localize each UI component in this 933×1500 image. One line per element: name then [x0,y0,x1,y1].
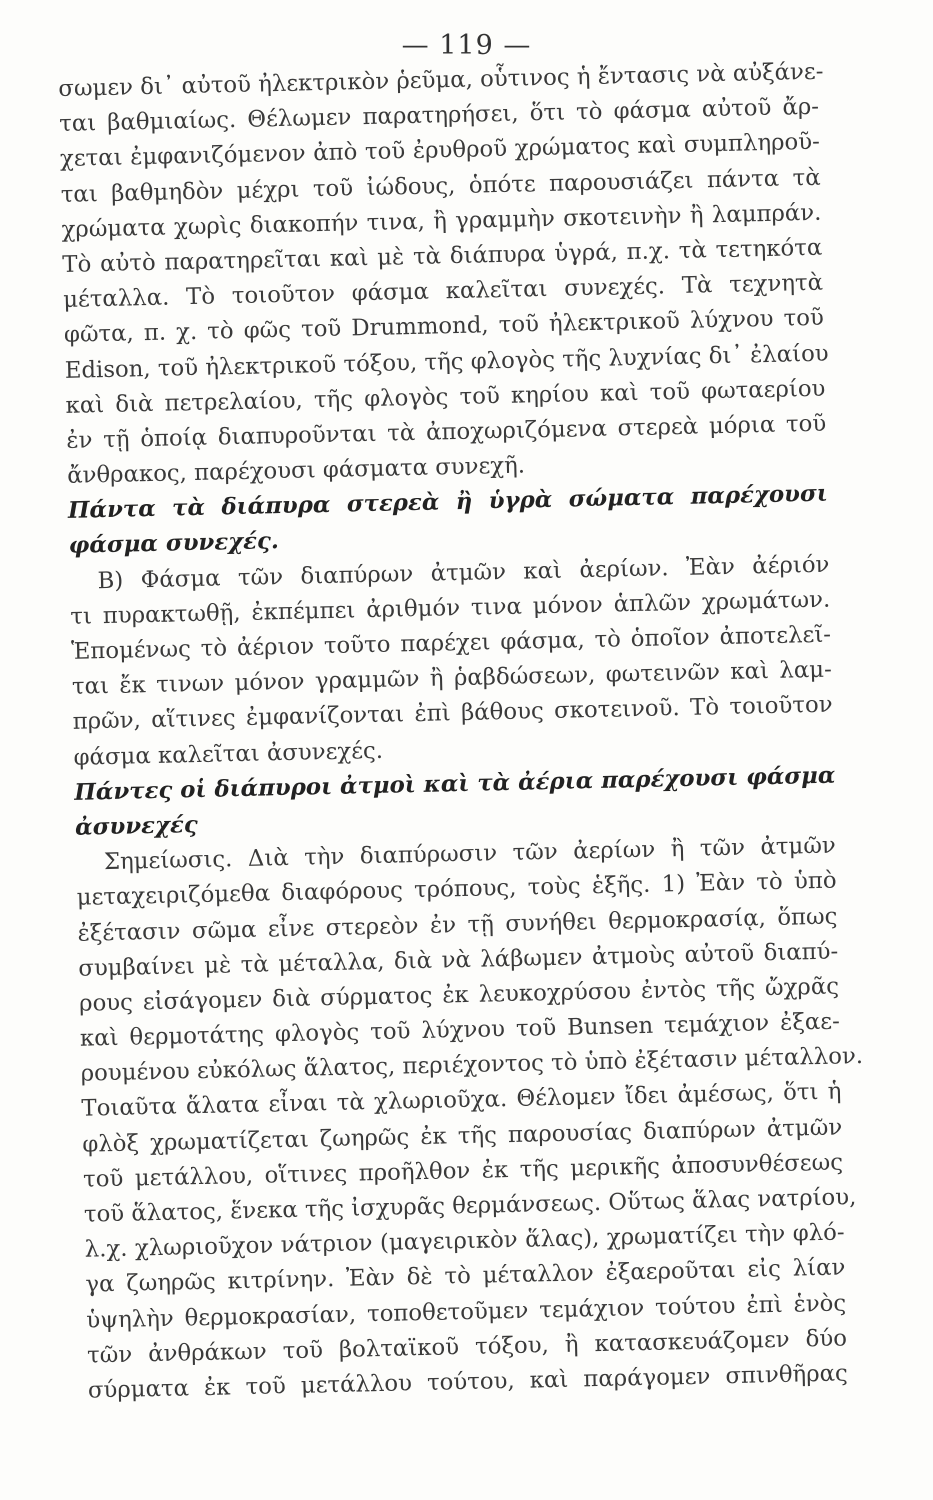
text-line: ται βαθμιαίως. Θέλωμεν παρατηρήσει, ὅτι τὸ φάσμα αὐτοῦ ἄρ- [58,93,820,138]
text-line: τοῦ ἅλατος, ἕνεκα τῆς ἰσχυρᾶς θερμάνσεως. Οὕτως ἅλας νατρίου, [83,1184,857,1228]
text-line: Edison, τοῦ ἠλεκτρικοῦ τόξου, τῆς φλογὸς τῆς λυχνίας δι᾽ ἐλαίου [64,340,829,384]
text-line: λ.χ. χλωριοῦχον νάτριον (μαγειρικὸν ἅλας), χρωματίζει τὴν φλό- [84,1219,845,1263]
text-line: χρώματα χωρὶς διακοπήν τινα, ἢ γραμμὴν σκοτεινὴν ἢ λαμπράν. [61,199,822,243]
text-line: τοῦ μετάλλου, οἵτινες προῆλθον ἐκ τῆς μερικῆς ἀποσυνθέσεως [82,1149,844,1193]
text-line: πρῶν, αἵτινες ἐμφανίζονται ἐπὶ βάθους σκοτεινοῦ. Τὸ τοιοῦτον [72,691,833,736]
text-line: ἄνθρακος, παρέχουσι φάσματα συνεχῆ. [66,452,526,489]
page-number: — 119 — [401,30,532,61]
text-line: ἐν τῇ ὁποίᾳ διαπυροῦνται τὰ ἀποχωριζόμενα στερεὰ μόρια τοῦ [66,410,827,454]
body-text [58,55,864,1409]
text-line: γα ζωηρῶς κιτρίνην. Ἐὰν δὲ τὸ μέταλλον ἐξαεροῦται εἰς λίαν [85,1254,846,1299]
rule-statement: Πάντα τὰ διάπυρα στερεὰ ἢ ὑγρὰ σώματα παρέχουσι [67,480,829,525]
text-line: φλὸξ χρωματίζεται ζωηρῶς ἐκ τῆς παρουσίας διαπύρων ἀτμῶν [82,1114,843,1158]
text-line: χεται ἐμφανιζόμενον ἀπὸ τοῦ ἐρυθροῦ χρώματος καὶ συμπληροῦ- [59,129,821,173]
text-line: σωμεν δι᾽ αὐτοῦ ἠλεκτρικὸν ῥεῦμα, οὗτινος ἡ ἔντασις νὰ αὐξάνε- [58,58,824,102]
text-line: Τοιαῦτα ἅλατα εἶναι τὰ χλωριοῦχα. Θέλομεν ἴδει ἀμέσως, ὅτι ἡ [81,1078,842,1123]
text-line: συμβαίνει μὲ τὰ μέταλλα, διὰ νὰ λάβωμεν ἀτμοὺς αὐτοῦ διαπύ- [78,938,839,982]
text-line: ρους εἰσάγομεν διὰ σύρματος ἐκ λευκοχρύσου ἐντὸς τῆς ὤχρᾶς [78,973,840,1017]
rule-statement: Πάντες οἱ διάπυροι ἀτμοὶ καὶ τὰ ἀέρια παρέχουσι φάσμα [74,762,836,806]
text-line: τῶν ἀνθράκων τοῦ βολταϊκοῦ τόξου, ἢ κατασκευάζομεν δύο [86,1325,848,1369]
text-line: ἐξέτασιν σῶμα εἶνε στερεὸν ἐν τῇ συνήθει θερμοκρασίᾳ, ὅπως [77,903,838,947]
text-line: σύρματα ἐκ τοῦ μετάλλου τούτου, καὶ παράγομεν σπινθῆρας [87,1360,849,1404]
text-line: μεταχειριζόμεθα διαφόρους τρόπους, τοὺς ἑξῆς. 1) Ἐὰν τὸ ὑπὸ [76,867,837,912]
text-line: ται ἔκ τινων μόνον γραμμῶν ἢ ῥαβδώσεων, φωτεινῶν καὶ λαμ- [71,656,833,701]
rule-statement: φάσμα συνεχές. [68,528,280,560]
text-line: τι πυρακτωθῇ, ἐκπέμπει ἀριθμόν τινα μόνον ἁπλῶν χρωμάτων. [70,586,831,630]
text-line: ται βαθμηδὸν μέχρι τοῦ ἰώδους, ὁπότε παρουσιάζει πάντα τὰ [60,164,821,208]
text-line: Τὸ αὐτὸ παρατηρεῖται καὶ μὲ τὰ διάπυρα ὑγρά, π.χ. τὰ τετηκότα [62,234,823,278]
text-line: Ἑπομένως τὸ ἀέριον τοῦτο παρέχει φάσμα, τὸ ὁποῖον ἀποτελεῖ- [70,621,832,665]
text-line: ὑψηλὴν θερμοκρασίαν, τοποθετοῦμεν τεμάχιον τούτου ἐπὶ ἑνὸς [86,1290,847,1334]
text-line: φάσμα καλεῖται ἀσυνεχές. [73,737,384,771]
text-line: φῶτα, π. χ. τὸ φῶς τοῦ Drummond, τοῦ ἠλεκτρικοῦ λύχνου τοῦ [63,305,825,349]
text-line: μέταλλα. Τὸ τοιοῦτον φάσμα καλεῖται συνεχές. Τὰ τεχνητὰ [62,269,824,314]
rule-statement: ἀσυνεχές [74,811,198,841]
text-line: καὶ διὰ πετρελαίου, τῆς φλογὸς τοῦ κηρίου καὶ τοῦ φωταερίου [65,375,826,419]
section-heading-line: Β) Φάσμα τῶν διαπύρων ἀτμῶν καὶ ἀερίων. Ἐὰν ἀέριόν [97,551,830,594]
text-line: καὶ θερμοτάτης φλογὸς τοῦ λύχνου τοῦ Bunsen τεμάχιον ἐξαε- [79,1008,841,1052]
text-line: ρουμένου εὐκόλως ἅλατος, περιέχοντος τὸ ὑπὸ ἐξέτασιν μέταλλον. [80,1043,864,1087]
note-heading-line: Σημείωσις. Διὰ τὴν διαπύρωσιν τῶν ἀερίων ἢ τῶν ἀτμῶν [103,832,837,876]
